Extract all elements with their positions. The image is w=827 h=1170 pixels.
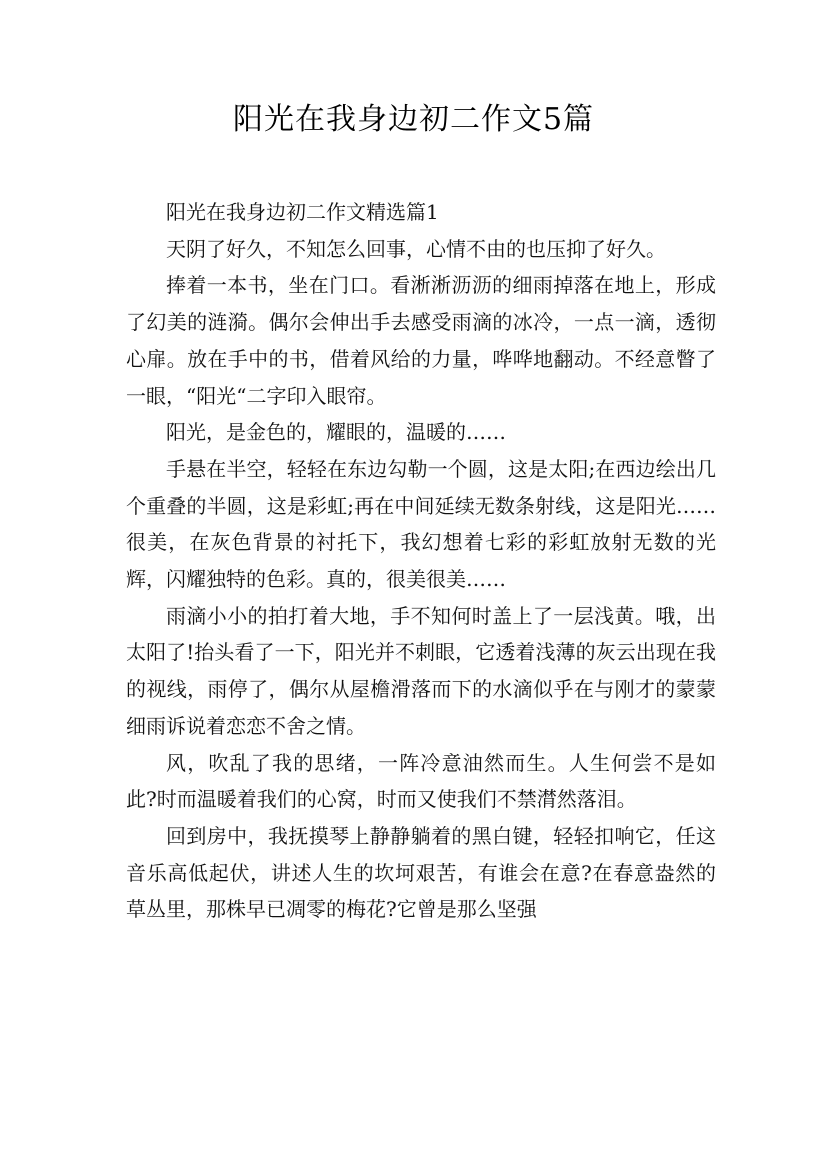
paragraph: 阳光，是金色的，耀眼的，温暖的……: [166, 420, 506, 445]
document-title: 阳光在我身边初二作文5篇: [232, 102, 595, 137]
paragraph: 天阴了好久，不知怎么回事，心情不由的也压抑了好久。: [166, 236, 666, 261]
paragraph: 回到房中，我抚摸琴上静静躺着的黑白键，轻轻扣响它，任这音乐高低起伏，讲述人生的坎坷艰苦，有谁会在意?在春意盎然的草丛里，那株早已凋零的梅花?它曾是那么坚强: [126, 823, 716, 922]
paragraph: 风，吹乱了我的思绪，一阵冷意油然而生。人生何尝不是如此?时而温暖着我们的心窝，时而又使我们不禁潸然落泪。: [126, 750, 716, 812]
paragraph: 手悬在半空，轻轻在东边勾勒一个圆，这是太阳;在西边绘出几个重叠的半圆，这是彩虹;再在中间延续无数条射线，这是阳光……很美，在灰色背景的衬托下，我幻想着七彩的彩虹放射无数的光辉，闪耀独特的色彩。真的，很美很美……: [126, 456, 716, 592]
paragraph: 雨滴小小的拍打着大地，手不知何时盖上了一层浅黄。哦，出太阳了!抬头看了一下，阳光并不刺眼，它透着浅薄的灰云出现在我的视线，雨停了，偶尔从屋檐滑落而下的水滴似乎在与刚才的蒙蒙细雨诉说着恋恋不舍之情。: [126, 603, 716, 738]
paragraph: 捧着一本书，坐在门口。看淅淅沥沥的细雨掉落在地上，形成了幻美的涟漪。偶尔会伸出手去感受雨滴的冰冷，一点一滴，透彻心扉。放在手中的书，借着风给的力量，哗哗地翻动。不经意瞥了一眼，“阳光“二字印入眼帘。: [126, 273, 716, 408]
subheading: 阳光在我身边初二作文精选篇1: [166, 200, 439, 224]
document-body: [126, 194, 716, 928]
